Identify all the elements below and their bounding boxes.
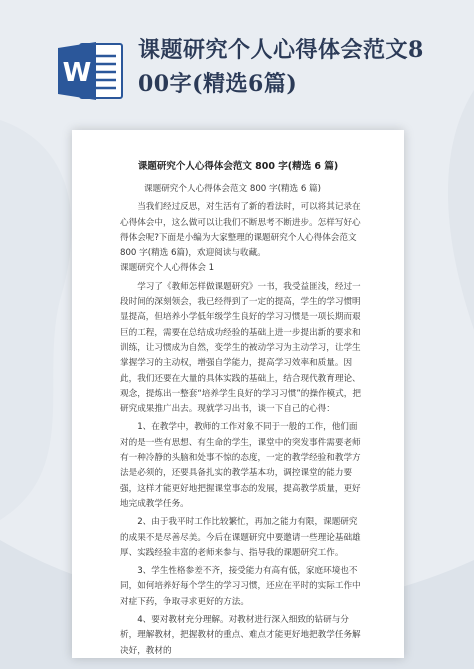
paragraph-2: 1、在教学中，教师的工作对象不同于一般的工作，他们面对的是一些有思想、有生命的学生，课堂中的突发事件需要老师有一种冷静的头脑和处事不惊的态度，一定的教学经验和教学方法是必须的，还要具备扎实的教学基本功，调控课堂的能力要强，这样才能更好地把握课堂事态的发展，提高教学质量，更好地完成教学任务。 xyxy=(120,422,361,509)
title-line-2: 00字(精选6篇) xyxy=(138,71,298,97)
paragraph-5: 4、要对教材充分理解。对教材进行深入细致的钻研与分析，理解教材，把握教材的重点、难点才能更好地把教学任务解决好，教材的 xyxy=(120,615,361,656)
paragraph-3: 2、由于我平时工作比较繁忙，再加之能力有限，课题研究的成果不是尽善尽美。今后在课题研究中要邀请一些理论基础雄厚、实践经验丰富的老师来参与、指导我的课题研究工作。 xyxy=(120,517,361,558)
paragraph-4: 3、学生性格参差不齐，接受能力有高有低，家庭环境也不同，如何培养好每个学生的学习习惯，还应在平时的实际工作中对症下药，争取寻求更好的方法。 xyxy=(120,566,361,607)
document-subtitle: 课题研究个人心得体会范文 800 字(精选 6 篇) xyxy=(144,184,322,194)
section-title: 课题研究个人心得体会 1 xyxy=(120,263,215,274)
logo-letter: W xyxy=(62,58,92,88)
paragraph-1: 学习了《教师怎样做课题研究》一书，我受益匪浅，经过一段时间的深刻领会，我已经得到了一定的提高，学生的学习惯明显提高，但培养小学低年级学生良好的学习习惯是一项长期而艰巨的工程，需要在总结成功经验的基础上进一步提出新的要求和训练，让习惯成为自然，变学生的被动学习为主动学习，让学生掌握学习的主动权，增强自学能力，提高学习效率和质量。因此，我们还要在大量的具体实践的基础上，结合现代教育理论、观念，提炼出一整套“培养学生良好的学习习惯”的操作模式，把研究成果推广出去。现就学习出书，谈一下自己的心得： xyxy=(120,281,361,415)
page-heading: 课题研究个人心得体会范文 800 字(精选 6 篇) xyxy=(137,161,339,172)
document-body xyxy=(120,182,366,658)
document-title xyxy=(138,33,458,101)
title-line-1: 课题研究个人心得体会范文8 xyxy=(138,37,424,63)
document-page xyxy=(72,130,404,658)
intro-paragraph: 当我们经过反思，对生活有了新的看法时，可以将其记录在心得体会中，这么做可以让我们不断思考不断进步。怎样写好心得体会呢?下面是小编为大家整理的课题研究个人心得体会范文 800 字(精选 6篇)，欢迎阅读与收藏。 xyxy=(120,202,361,259)
word-document-icon xyxy=(58,40,124,102)
